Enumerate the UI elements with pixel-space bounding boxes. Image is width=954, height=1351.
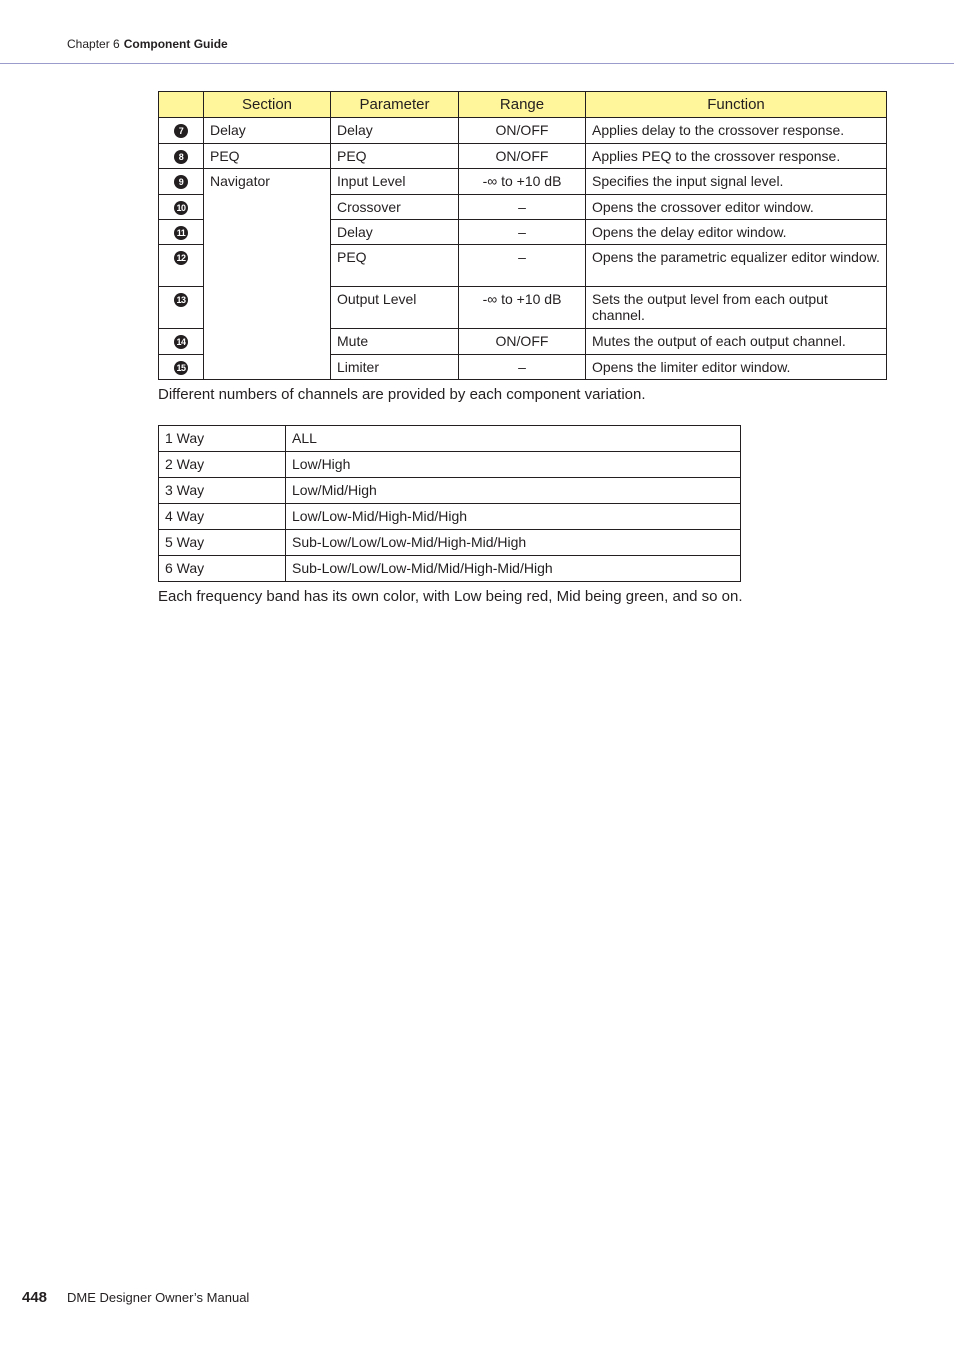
running-header [67, 37, 228, 51]
circled-number-icon: 15 [174, 361, 188, 375]
table-row [159, 504, 741, 530]
parameter-cell: PEQ [331, 245, 459, 287]
parameter-cell: Crossover [331, 195, 459, 220]
header-cell-parameter: Parameter [331, 92, 459, 118]
table-row [159, 530, 741, 556]
manual-title: DME Designer Owner’s Manual [67, 1290, 250, 1305]
way-band-table [158, 425, 741, 582]
header-divider [0, 63, 954, 64]
section-cell-navigator: Navigator [204, 169, 331, 380]
parameter-cell: PEQ [331, 144, 459, 169]
way-cell: 5 Way [159, 530, 286, 556]
bands-cell: Sub-Low/Low/Low-Mid/High-Mid/High [286, 530, 741, 556]
function-cell: Opens the crossover editor window. [586, 195, 887, 220]
way-cell: 6 Way [159, 556, 286, 582]
way-cell: 1 Way [159, 426, 286, 452]
range-cell: – [459, 355, 586, 380]
function-cell: Applies PEQ to the crossover response. [586, 144, 887, 169]
range-cell: ON/OFF [459, 118, 586, 144]
header-cell-range: Range [459, 92, 586, 118]
parameter-table [158, 91, 887, 380]
bands-cell: Low/High [286, 452, 741, 478]
table-row [159, 426, 741, 452]
header-cell-function: Function [586, 92, 887, 118]
chapter-label: Chapter 6 [67, 37, 120, 51]
range-cell: – [459, 195, 586, 220]
function-cell: Opens the delay editor window. [586, 220, 887, 245]
range-cell: -∞ to +10 dB [459, 169, 586, 195]
table-header-row [159, 92, 887, 118]
range-cell: – [459, 245, 586, 287]
circled-number-icon: 14 [174, 335, 188, 349]
parameter-cell: Mute [331, 329, 459, 355]
circled-number-icon: 10 [174, 201, 188, 215]
bands-cell: Sub-Low/Low/Low-Mid/Mid/High-Mid/High [286, 556, 741, 582]
band-color-note: Each frequency band has its own color, with Low being red, Mid being green, and so on. [158, 588, 743, 605]
table-row [159, 478, 741, 504]
section-cell: PEQ [204, 144, 331, 169]
function-cell: Sets the output level from each output channel. [586, 287, 887, 329]
parameter-cell: Delay [331, 118, 459, 144]
bands-cell: Low/Mid/High [286, 478, 741, 504]
circled-number-icon: 7 [174, 124, 188, 138]
function-cell: Applies delay to the crossover response. [586, 118, 887, 144]
page-number: 448 [22, 1289, 48, 1306]
table-row [159, 144, 887, 169]
channels-note: Different numbers of channels are provided by each component variation. [158, 386, 646, 403]
table-row [159, 556, 741, 582]
table-row [159, 169, 887, 195]
circled-number-icon: 13 [174, 293, 188, 307]
bands-cell: ALL [286, 426, 741, 452]
section-cell: Delay [204, 118, 331, 144]
way-cell: 3 Way [159, 478, 286, 504]
bands-cell: Low/Low-Mid/High-Mid/High [286, 504, 741, 530]
range-cell: ON/OFF [459, 144, 586, 169]
parameter-cell: Delay [331, 220, 459, 245]
parameter-cell: Input Level [331, 169, 459, 195]
range-cell: – [459, 220, 586, 245]
header-cell-number [159, 92, 204, 118]
table-row [159, 118, 887, 144]
range-cell: ON/OFF [459, 329, 586, 355]
parameter-cell: Limiter [331, 355, 459, 380]
way-cell: 2 Way [159, 452, 286, 478]
function-cell: Specifies the input signal level. [586, 169, 887, 195]
function-cell: Mutes the output of each output channel. [586, 329, 887, 355]
circled-number-icon: 11 [174, 226, 188, 240]
circled-number-icon: 9 [174, 175, 188, 189]
circled-number-icon: 12 [174, 251, 188, 265]
function-cell: Opens the parametric equalizer editor window. [586, 245, 887, 287]
circled-number-icon: 8 [174, 150, 188, 164]
header-cell-section: Section [204, 92, 331, 118]
table-row [159, 452, 741, 478]
range-cell: -∞ to +10 dB [459, 287, 586, 329]
function-cell: Opens the limiter editor window. [586, 355, 887, 380]
parameter-cell: Output Level [331, 287, 459, 329]
way-cell: 4 Way [159, 504, 286, 530]
chapter-title: Component Guide [123, 37, 228, 51]
